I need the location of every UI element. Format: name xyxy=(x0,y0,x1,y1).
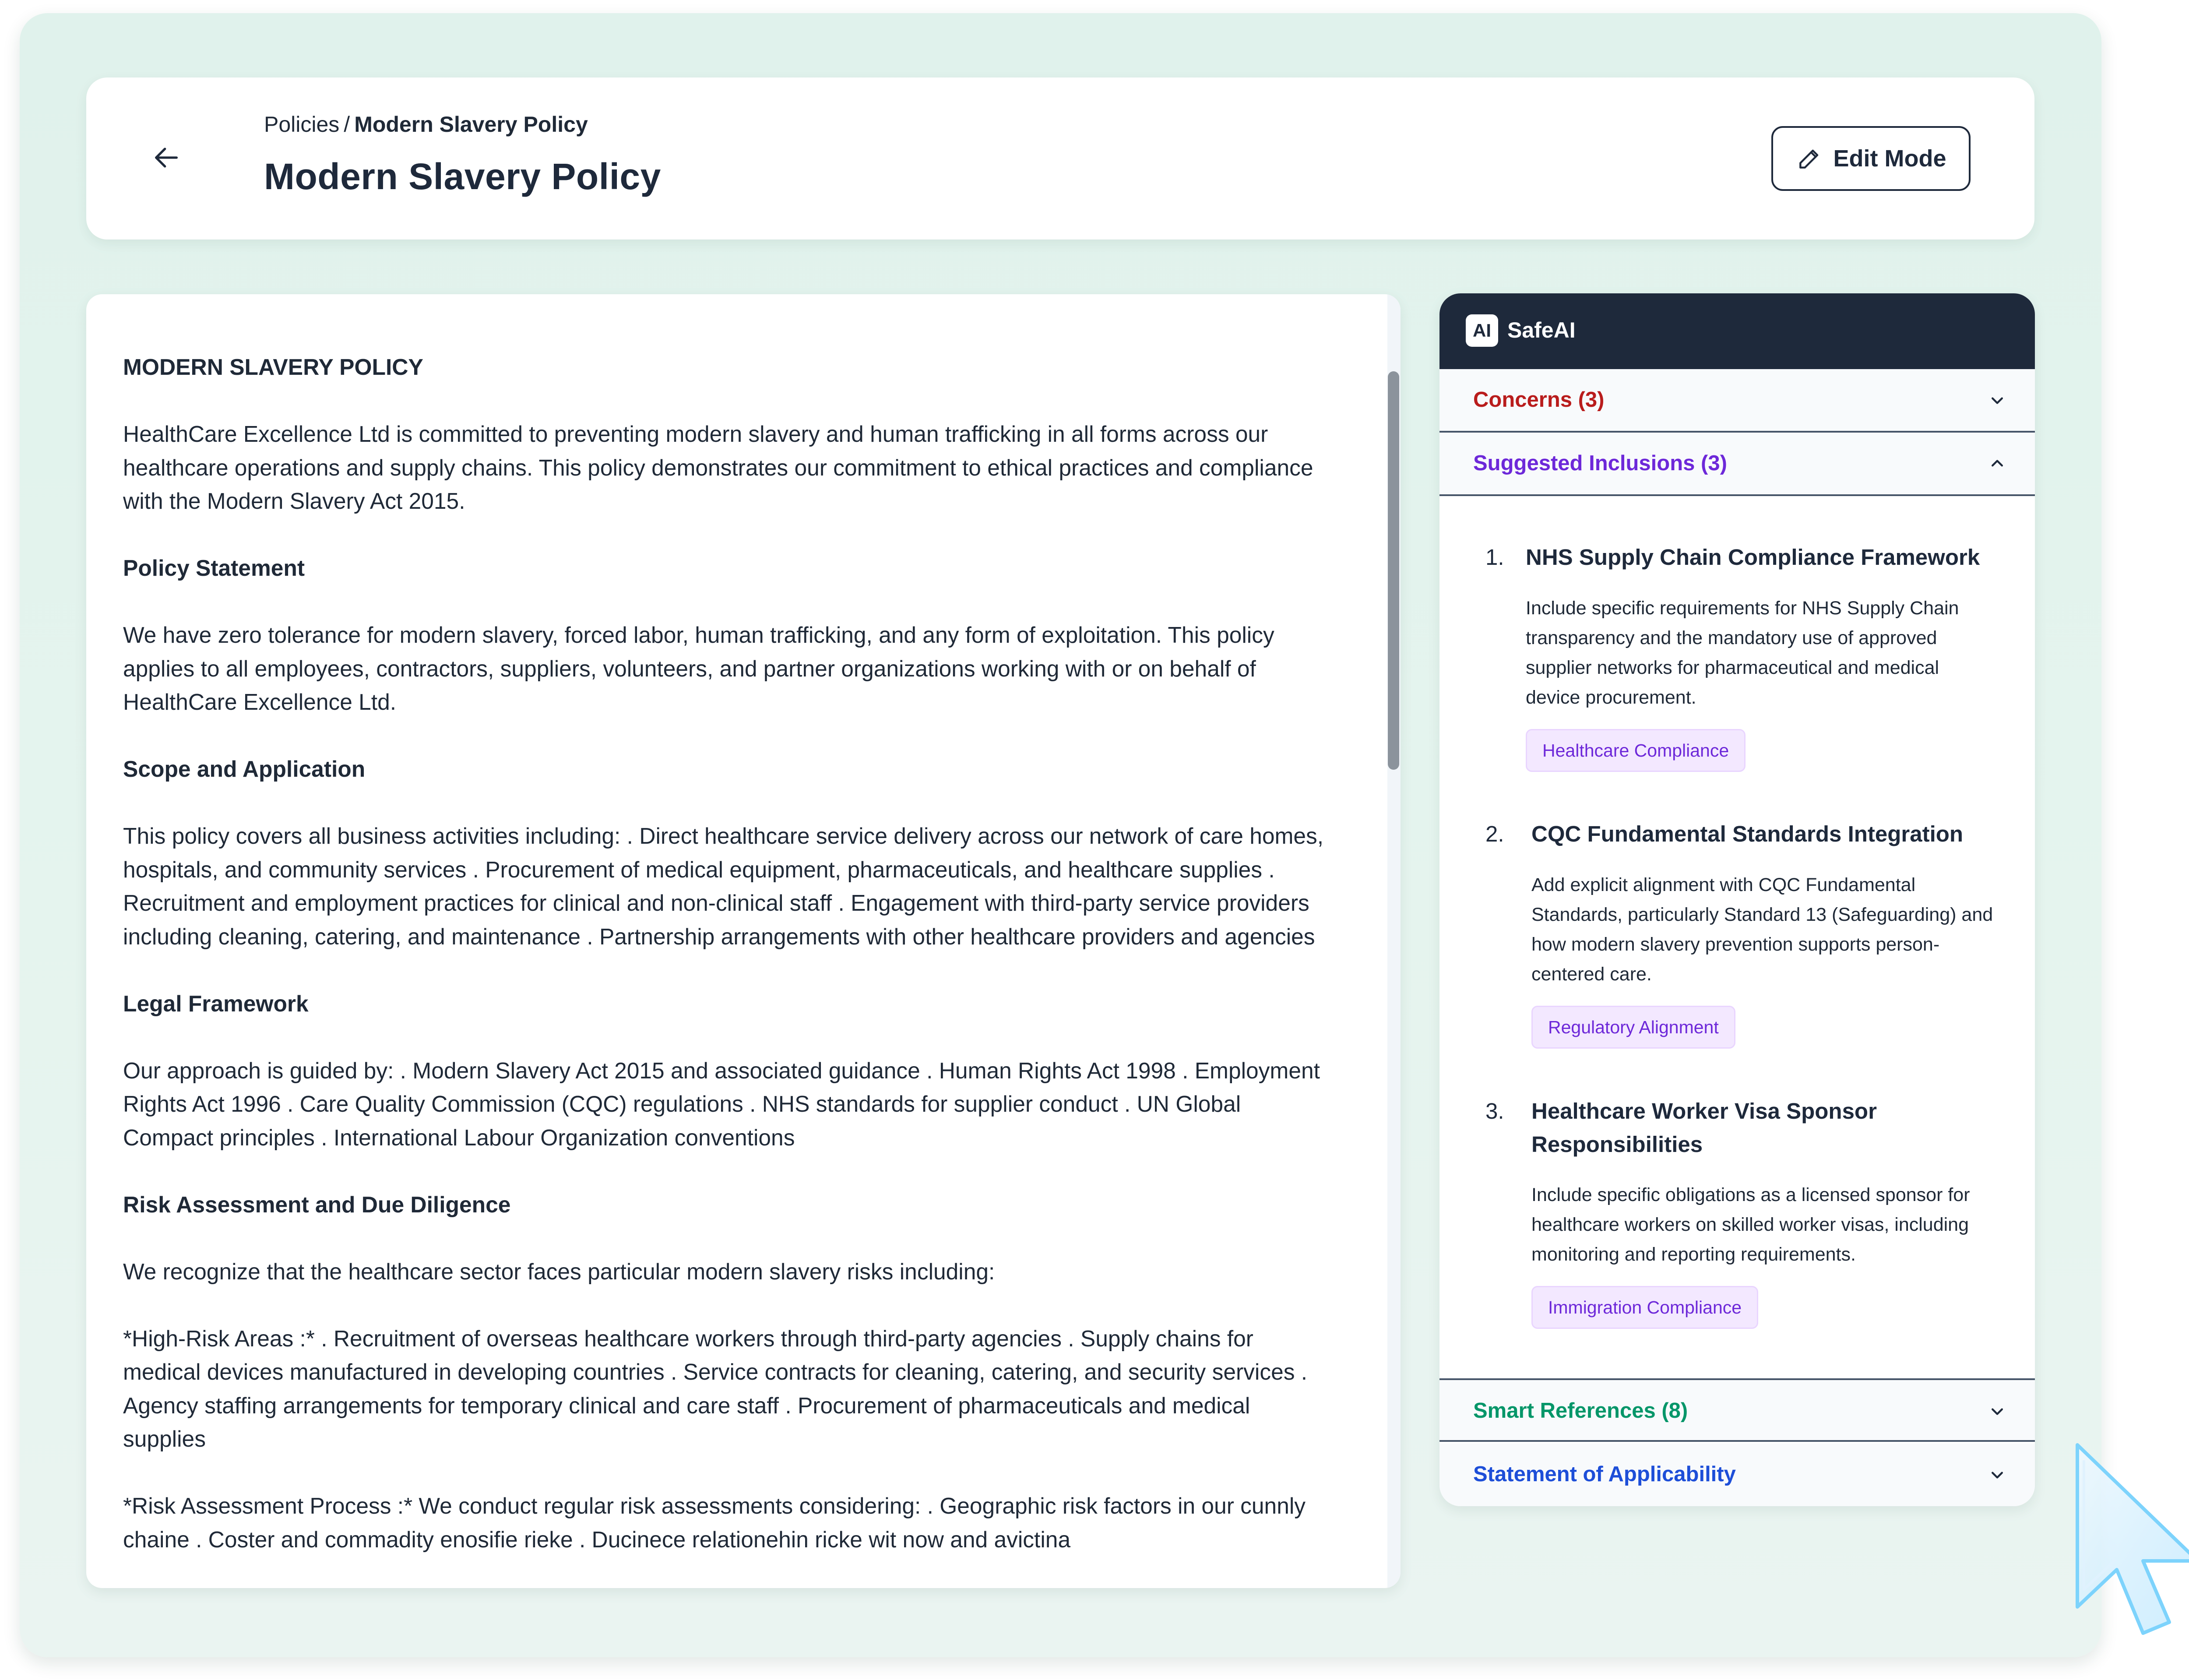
section-body: This policy covers all business activities including: . Direct healthcare service delivery across our network of care homes, hospitals, and community services . Procurement of medical equipment, pharmaceuticals, and healthcare supplies . Recruitment and employment practices for clinical and non-clinical staff . Engagement with third-party service providers including cleaning, catering, and maintenance . Partnership arrangements with other healthcare providers and agencies xyxy=(123,823,1324,949)
accordion-concerns[interactable] xyxy=(1439,369,2035,433)
inclusion-tag: Regulatory Alignment xyxy=(1531,1006,1735,1049)
back-button[interactable] xyxy=(149,140,184,175)
policy-document[interactable] xyxy=(86,294,1401,1588)
inclusion-title: CQC Fundamental Standards Integration xyxy=(1531,821,1964,846)
inclusion-number: 1. xyxy=(1485,545,1504,570)
chevron-down-icon xyxy=(1986,389,2009,412)
safeai-header xyxy=(1439,293,2035,369)
inclusion-number: 2. xyxy=(1485,821,1504,846)
pencil-icon xyxy=(1796,145,1823,172)
section-body: *Risk Assessment Process :* We conduct regular risk assessments considering: . Geographic risk factors in our cunnly chaine . Coster and commadity enosifie rieke . Ducinece relationehin ricke wit now and avictina xyxy=(123,1493,1306,1552)
breadcrumb xyxy=(264,112,588,137)
inclusion-number: 3. xyxy=(1485,1099,1504,1124)
section-body: *High-Risk Areas :* . Recruitment of overseas healthcare workers through third-party agencies . Supply chains for medical devices manufactured in developing countries . Service contracts for cleaning, catering, and security services . Agency staffing arrangements for temporary clinical and care staff . Procurement of pharmaceuticals and medical supplies xyxy=(123,1325,1308,1451)
document-body xyxy=(123,350,1336,1588)
inclusion-title: NHS Supply Chain Compliance Framework xyxy=(1526,545,1980,570)
inclusion-title: Healthcare Worker Visa Sponsor Responsibilities xyxy=(1531,1099,1877,1157)
accordion-concerns-label: Concerns (3) xyxy=(1473,388,1605,412)
inclusion-description: Add explicit alignment with CQC Fundamental Standards, particularly Standard 13 (Safeguarding) and how modern slavery prevention supports person-centered care. xyxy=(1531,874,1993,985)
breadcrumb-current: Modern Slavery Policy xyxy=(354,112,588,137)
document-heading: MODERN SLAVERY POLICY xyxy=(123,354,423,380)
edit-mode-label: Edit Mode xyxy=(1833,145,1946,172)
chevron-down-icon xyxy=(1986,1463,2009,1486)
inclusion-description: Include specific requirements for NHS Supply Chain transparency and the mandatory use of approved supplier networks for pharmaceutical and medical device procurement. xyxy=(1526,598,1959,708)
accordion-smart-references[interactable] xyxy=(1439,1378,2035,1442)
section-title: Risk Assessment and Due Diligence xyxy=(123,1191,511,1217)
section-body: We recognize that the healthcare sector faces particular modern slavery risks including: xyxy=(123,1258,995,1284)
accordion-soa-label: Statement of Applicability xyxy=(1473,1462,1736,1486)
section-title: Policy Statement xyxy=(123,555,305,581)
safeai-title: SafeAI xyxy=(1507,318,1576,342)
breadcrumb-parent-link[interactable]: Policies xyxy=(264,112,340,137)
chevron-up-icon xyxy=(1986,452,2009,475)
page-title: Modern Slavery Policy xyxy=(264,156,661,197)
document-intro: HealthCare Excellence Ltd is committed to preventing modern slavery and human trafficking in all forms across our healthcare operations and supply chains. This policy demonstrates our commitment to ethical practices and compliance with the Modern Slavery Act 2015. xyxy=(123,421,1313,514)
inclusion-description: Include specific obligations as a licensed sponsor for healthcare workers on skilled worker visas, including monitoring and reporting requirements. xyxy=(1531,1184,1970,1265)
edit-mode-button[interactable] xyxy=(1771,126,1971,191)
mouse-pointer-icon xyxy=(2069,1436,2189,1646)
inclusion-tag: Healthcare Compliance xyxy=(1526,729,1746,772)
safeai-panel xyxy=(1439,293,2035,1506)
inclusion-tag: Immigration Compliance xyxy=(1531,1286,1758,1329)
chevron-down-icon xyxy=(1986,1400,2009,1423)
accordion-suggested-label: Suggested Inclusions (3) xyxy=(1473,451,1727,475)
breadcrumb-separator: / xyxy=(344,112,350,137)
section-body: Our approach is guided by: . Modern Slavery Act 2015 and associated guidance . Human Rights Act 1998 . Employment Rights Act 1996 . Care Quality Commission (CQC) regulations . NHS standards for supplier conduct . UN Global Compact principles . International Labour Organization conventions xyxy=(123,1057,1320,1150)
section-title: Legal Framework xyxy=(123,990,309,1016)
accordion-smart-label: Smart References (8) xyxy=(1473,1399,1688,1423)
arrow-left-icon xyxy=(149,140,184,175)
ai-badge-icon: AI xyxy=(1466,314,1498,347)
section-title: Scope and Application xyxy=(123,756,366,782)
section-body: We have zero tolerance for modern slavery, forced labor, human trafficking, and any form of exploitation. This policy applies to all employees, contractors, suppliers, volunteers, and partner organizations working with or on behalf of HealthCare Excellence Ltd. xyxy=(123,622,1274,715)
document-scrollbar-thumb[interactable] xyxy=(1388,371,1399,770)
accordion-suggested-inclusions[interactable] xyxy=(1439,433,2035,496)
accordion-statement-of-applicability[interactable] xyxy=(1439,1444,2035,1506)
